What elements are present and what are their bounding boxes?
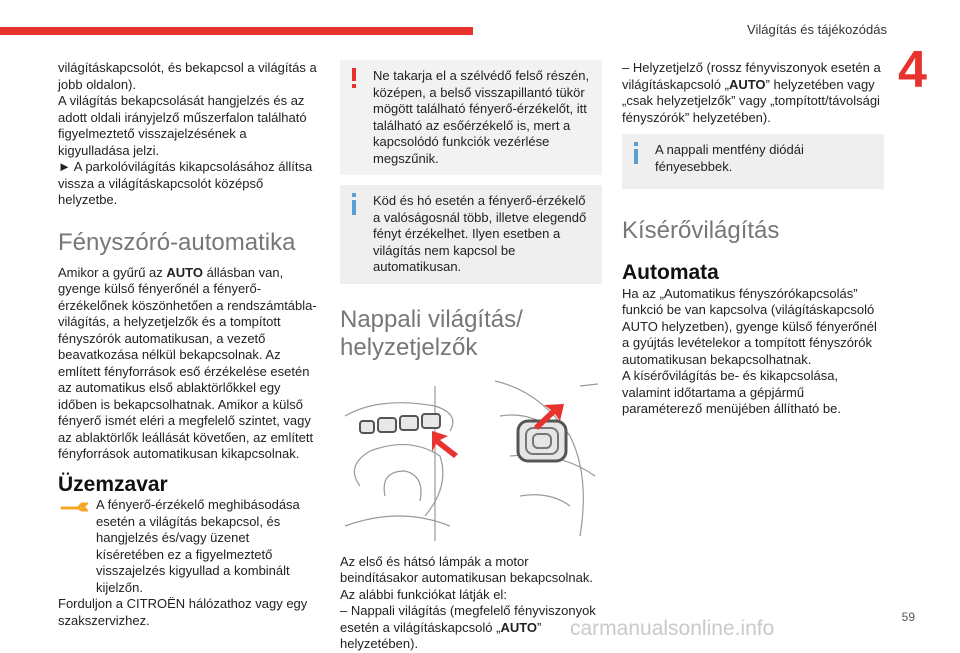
chapter-title: Világítás és tájékozódás — [747, 22, 887, 37]
paragraph: A kísérővilágítás be- és kikapcsolása, valamint időtartama a gépjármű paraméterező menüjében állítható be. — [622, 368, 841, 416]
watermark: carmanualsonline.info — [570, 617, 775, 640]
info-text: Köd és hó esetén a fényerő-érzékelő a valóságosnál több, illetve elegendő fényt érzékelhet. Ilyen esetben a világítás nem kapcsol be automatikusan. — [373, 193, 587, 274]
info-text: A nappali mentfény diódái fényesebbek. — [655, 142, 804, 174]
info-icon — [350, 191, 358, 222]
section-heading-daytime: Nappali világítás/ helyzetjelzők — [340, 305, 523, 361]
section-heading-automata: Automata — [622, 261, 719, 284]
info-icon — [632, 140, 640, 171]
warning-text: Ne takarja el a szélvédő felső részén, középen, a belső visszapillantó tükör mögött található fényerő-érzékelőt, itt található az esőérzékelő is, mert a kapcsolódó funkciók vezérlése megszűnik. — [373, 68, 590, 166]
chapter-color-bar — [0, 27, 473, 35]
warning-icon — [350, 66, 358, 95]
paragraph-daytime-mode: – Nappali világítás (megfelelő fényviszonyok esetén a világításkapcsoló „AUTO” helyzetében). — [340, 603, 596, 651]
column-1 — [58, 60, 320, 629]
page-number: 59 — [901, 610, 915, 624]
paragraph: Forduljon a CITROËN hálózathoz vagy egy szakszervizhez. — [58, 596, 308, 628]
info-note — [340, 185, 602, 284]
headlamp-unit — [518, 421, 566, 461]
headlight-illustration — [340, 376, 602, 546]
paragraph: világításkapcsolót, és bekapcsol a világítás a jobb oldalon). — [58, 60, 317, 92]
section-heading-escort: Kísérővilágítás — [622, 217, 780, 244]
paragraph: ► A parkolóvilágítás kikapcsolásához állítsa vissza a világításkapcsolót középső helyzetbe. — [58, 159, 313, 207]
paragraph: A fényerő-érzékelő meghibásodása esetén a világítás bekapcsol, és hangjelzés és/vagy üzenet kíséretében ez a figyelmeztető visszajelzés kigyullad a kombinált kijelzőn. — [96, 497, 300, 595]
chapter-number: 4 — [898, 41, 927, 99]
paragraph-position-mode: – Helyzetjelző (rossz fényviszonyok esetén a világításkapcsoló „AUTO” helyzetében vagy „csak helyzetjelzők” vagy „tompított/távolsági fényszórók” helyzetében). — [622, 60, 881, 125]
column-2 — [340, 60, 602, 653]
fault-block — [58, 497, 320, 629]
paragraph-auto: Amikor a gyűrű az AUTO állásban van, gyenge külső fényerőnél a fényerő-érzékelőnek köszönhetően a rendszámtábla-világítás, a helyzetjelzők és a tompított fényszórók automatikusan, a vezető beavatkozása nélkül bekapcsolnak. Az említett fényforrások eső érzékelése esetén az automatikus első ablaktörlőkkel egy időben is bekapcsolhatnak. Amikor a külső fényerő ismét eléri a megfelelő szintet, vagy az ablaktörlők leállását követően, az említett fényforrások automatikusan kikapcsolnak. — [58, 264, 317, 461]
paragraph: A világítás bekapcsolását hangjelzés és az adott oldali irányjelző műszerfalon található figyelmeztető visszajelzésének a kigyulladása jelzi. — [58, 93, 307, 158]
drl-light-strip — [360, 414, 440, 433]
paragraph: Az alábbi funkciókat látják el: — [340, 586, 507, 602]
section-heading-auto: Fényszóró-automatika — [58, 228, 296, 256]
column-3 — [622, 60, 884, 418]
section-heading-fault: Üzemzavar — [58, 472, 168, 496]
paragraph: Ha az „Automatikus fényszórókapcsolás” funkció be van kapcsolva (világításkapcsoló AUTO helyzetben), gyenge külső fényerőnél a gyújtás levételekor a tompított fényszórók automatikusan bekapcsolhatnak. — [622, 285, 877, 367]
paragraph: Az első és hátsó lámpák a motor beindításakor automatikusan bekapcsolnak. — [340, 553, 593, 585]
warning-note — [340, 60, 602, 175]
info-note — [622, 134, 884, 189]
wrench-icon — [60, 499, 88, 518]
